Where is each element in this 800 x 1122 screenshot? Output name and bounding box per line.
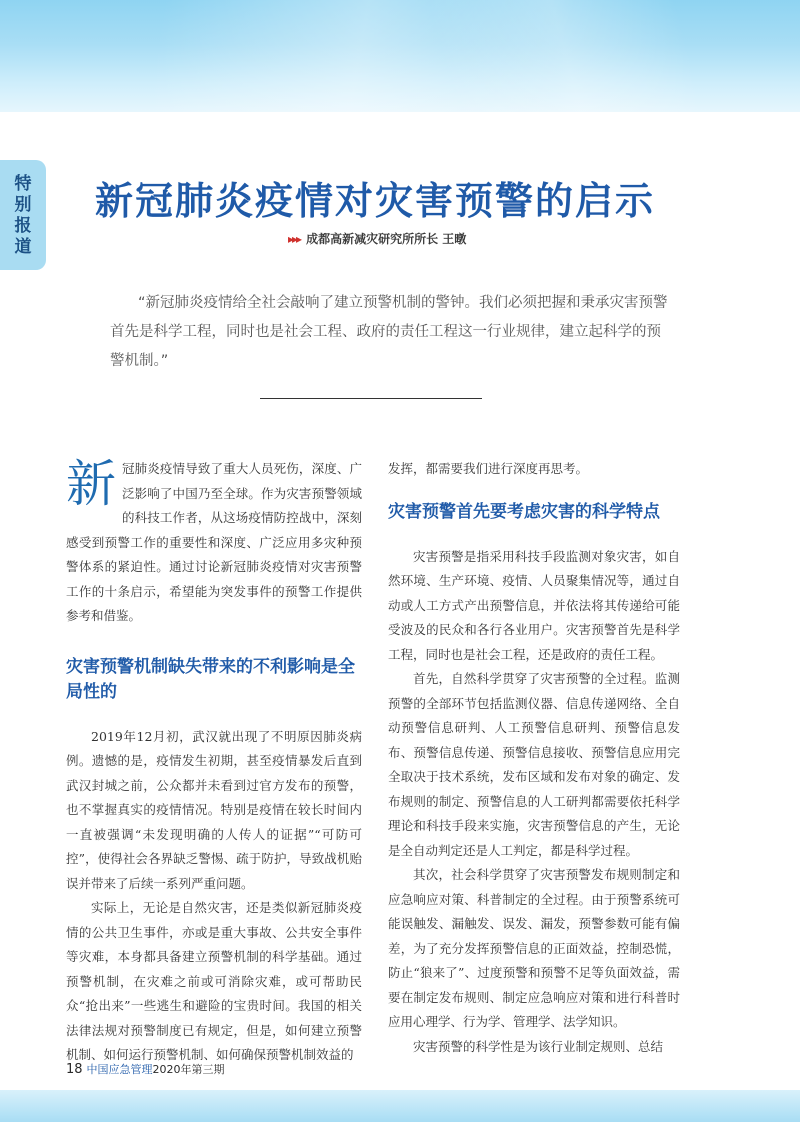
intro-text: 冠肺炎疫情导致了重大人员死伤，深度、广泛影响了中国乃至全球。作为灾害预警领域的科技工作者，从这场疫情防控战中，深刻感受到预警工作的重要性和深度、广泛应用多灾种预警体系的紧迫性。通过讨论新冠肺炎疫情对灾害预警工作的十条启示，希望能为突发事件的预警工作提供参考和借鉴。 <box>66 461 362 623</box>
page-number: 18 <box>66 1062 83 1077</box>
body-paragraph: 其次，社会科学贯穿了灾害预警发布规则制定和应急响应对策、科普制定的全过程。由于预警系统可能误触发、漏触发、误发、漏发，预警参数可能有偏差，为了充分发挥预警信息的正面效益，控制恐慌，防止“狼来了”、过度预警和预警不足等负面效益，需要在制定发布规则、制定应急响应对策和进行科普时应用心理学、行为学、管理学、法学知识。 <box>388 867 680 1029</box>
divider <box>260 398 482 399</box>
author-line: 成都高新减灾研究所所长 王暾 <box>306 232 467 246</box>
lead-quote-text: “新冠肺炎疫情给全社会敲响了建立预警机制的警钟。我们必须把握和秉承灾害预警首先是科学工程，同时也是社会工程、政府的责任工程这一行业规律，建立起科学的预警机制。” <box>110 295 668 369</box>
body-paragraph: 2019年12月初，武汉就出现了不明原因肺炎病例。遗憾的是，疫情发生初期，甚至疫情暴发后直到武汉封城之前，公众都并未看到过官方发布的预警，也不掌握真实的疫情情况。特别是疫情在较长时间内一直被强调“未发现明确的人传人的证据”“可防可控”，使得社会各界缺乏警惕、疏于防护，导致战机贻误并带来了后续一系列严重问题。 <box>66 728 362 891</box>
body-paragraph: 实际上，无论是自然灾害，还是类似新冠肺炎疫情的公共卫生事件，亦或是重大事故、公共安全事件等灾难，本身都具备建立预警机制的科学基础。通过预警机制，在灾难之前或可消除灾难，或可帮助民众“抢出来”一些逃生和避险的宝贵时间。我国的相关法律法规对预警制度已有规定，但是，如何建立预警机制、如何运行预警机制、如何确保预警机制效益的 <box>66 900 362 1062</box>
magazine-name: 中国应急管理 <box>86 1063 153 1076</box>
body-paragraph: 发挥，都需要我们进行深度再思考。 <box>388 461 589 476</box>
byline <box>288 230 466 247</box>
left-column <box>66 457 362 1068</box>
body-paragraph: 灾害预警的科学性是为该行业制定规则、总结 <box>413 1038 664 1054</box>
header-band <box>0 0 800 112</box>
article-title: 新冠肺炎疫情对灾害预警的启示 <box>95 179 656 223</box>
footer-band <box>0 1090 800 1122</box>
arrow-icon: ▸▸▸ <box>288 232 301 246</box>
drop-cap: 新 <box>66 455 116 513</box>
right-column <box>388 457 680 1059</box>
issue-label: 2020年第三期 <box>152 1063 225 1076</box>
header-band-highlight-2 <box>0 0 800 112</box>
section-heading-2: 灾害预警首先要考虑灾害的科学特点 <box>388 501 660 522</box>
body-paragraph: 首先，自然科学贯穿了灾害预警的全过程。监测预警的全部环节包括监测仪器、信息传递网络、全自动预警信息研判、人工预警信息研判、预警信息发布、预警信息传递、预警信息接收、预警信息应用完全取决于技术系统，发布区域和发布对象的确定、发布规则的制定、预警信息的人工研判都需要依托科学理论和科技手段来实施，灾害预警信息的产生，无论是全自动判定还是人工判定，都是科学过程。 <box>388 671 680 858</box>
section-heading-1: 灾害预警机制缺失带来的不利影响是全局性的 <box>66 656 355 702</box>
lead-quote <box>110 289 670 376</box>
intro-paragraph <box>66 457 362 629</box>
section-tab <box>0 160 46 270</box>
page-footer <box>66 1061 225 1077</box>
body-paragraph: 灾害预警是指采用科技手段监测对象灾害，如自然环境、生产环境、疫情、人员聚集情况等，通过自动或人工方式产出预警信息，并依法将其传递给可能受波及的民众和各行各业用户。灾害预警首先是科学工程，同时也是社会工程，还是政府的责任工程。 <box>388 548 680 662</box>
section-tab-label: 特别报道 <box>14 174 32 257</box>
